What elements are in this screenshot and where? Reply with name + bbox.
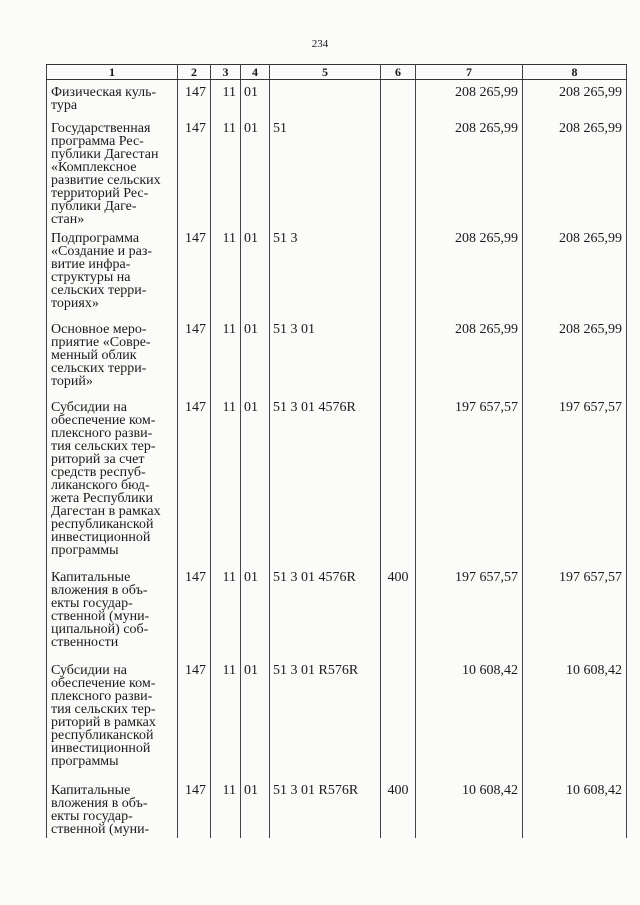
cell-col-7: 197 657,57 (416, 395, 523, 565)
row-name: Субсидии на обеспечение ком- плексного разви- тия сельских тер- риторий в рамках республиканской инвестиционной программы (47, 658, 178, 778)
cell-col-3: 11 (211, 317, 241, 395)
header-col-2: 2 (178, 65, 211, 80)
cell-col-6 (381, 658, 416, 778)
cell-col-6 (381, 317, 416, 395)
table-body (47, 80, 627, 838)
cell-col-4: 01 (241, 80, 270, 116)
cell-col-7: 10 608,42 (416, 658, 523, 778)
row-name: Государственная программа Рес- публики Дагестан «Комплексное развитие сельских территорий Рес- публики Даге- стан» (47, 116, 178, 226)
row-name: Основное меро- приятие «Совре- менный облик сельских терри- торий» (47, 317, 178, 395)
cell-col-3: 11 (211, 658, 241, 778)
row-name: Капитальные вложения в объ- екты государ- ственной (муни- ципальной) соб- ственности (47, 565, 178, 658)
cell-col-6 (381, 80, 416, 116)
cell-col-4: 01 (241, 778, 270, 838)
cell-col-7: 208 265,99 (416, 317, 523, 395)
cell-col-5: 51 3 01 R576R (270, 658, 381, 778)
header-col-3: 3 (211, 65, 241, 80)
cell-col-3: 11 (211, 565, 241, 658)
table-row (47, 565, 627, 658)
cell-col-2: 147 (178, 778, 211, 838)
cell-col-3: 11 (211, 80, 241, 116)
cell-col-8: 10 608,42 (523, 778, 627, 838)
cell-col-4: 01 (241, 565, 270, 658)
header-col-8: 8 (523, 65, 627, 80)
cell-col-4: 01 (241, 116, 270, 226)
cell-col-3: 11 (211, 395, 241, 565)
cell-col-2: 147 (178, 226, 211, 317)
table-row (47, 658, 627, 778)
cell-col-5: 51 3 (270, 226, 381, 317)
table-row (47, 778, 627, 838)
table-row (47, 80, 627, 116)
cell-col-7: 208 265,99 (416, 226, 523, 317)
cell-col-6 (381, 395, 416, 565)
budget-table (46, 64, 627, 838)
cell-col-5: 51 3 01 (270, 317, 381, 395)
cell-col-5: 51 3 01 4576R (270, 565, 381, 658)
header-col-6: 6 (381, 65, 416, 80)
cell-col-8: 10 608,42 (523, 658, 627, 778)
cell-col-2: 147 (178, 80, 211, 116)
cell-col-3: 11 (211, 116, 241, 226)
cell-col-6 (381, 226, 416, 317)
table-row (47, 395, 627, 565)
table-header-row (47, 65, 627, 80)
cell-col-8: 208 265,99 (523, 226, 627, 317)
row-name: Физическая куль- тура (47, 80, 178, 116)
cell-col-2: 147 (178, 565, 211, 658)
cell-col-6 (381, 116, 416, 226)
cell-col-5: 51 (270, 116, 381, 226)
cell-col-5 (270, 80, 381, 116)
cell-col-7: 208 265,99 (416, 80, 523, 116)
page-number: 234 (311, 38, 329, 50)
cell-col-3: 11 (211, 226, 241, 317)
table-row (47, 116, 627, 226)
cell-col-4: 01 (241, 226, 270, 317)
row-name: Подпрограмма «Создание и раз- витие инфра- структуры на сельских терри- ториях» (47, 226, 178, 317)
table-row (47, 226, 627, 317)
cell-col-4: 01 (241, 317, 270, 395)
cell-col-6: 400 (381, 778, 416, 838)
cell-col-2: 147 (178, 116, 211, 226)
cell-col-3: 11 (211, 778, 241, 838)
header-col-5: 5 (270, 65, 381, 80)
cell-col-8: 197 657,57 (523, 565, 627, 658)
cell-col-4: 01 (241, 395, 270, 565)
cell-col-7: 197 657,57 (416, 565, 523, 658)
cell-col-5: 51 3 01 R576R (270, 778, 381, 838)
cell-col-7: 10 608,42 (416, 778, 523, 838)
cell-col-4: 01 (241, 658, 270, 778)
cell-col-2: 147 (178, 317, 211, 395)
cell-col-8: 208 265,99 (523, 317, 627, 395)
table-row (47, 317, 627, 395)
cell-col-8: 208 265,99 (523, 80, 627, 116)
header-col-4: 4 (241, 65, 270, 80)
cell-col-5: 51 3 01 4576R (270, 395, 381, 565)
cell-col-2: 147 (178, 395, 211, 565)
cell-col-8: 208 265,99 (523, 116, 627, 226)
cell-col-2: 147 (178, 658, 211, 778)
header-col-1: 1 (47, 65, 178, 80)
cell-col-6: 400 (381, 565, 416, 658)
row-name: Субсидии на обеспечение ком- плексного разви- тия сельских тер- риторий за счет средств респуб- ликанского бюд- жета Республики Дагестан в рамках республиканской инвестиционной программы (47, 395, 178, 565)
header-col-7: 7 (416, 65, 523, 80)
cell-col-7: 208 265,99 (416, 116, 523, 226)
cell-col-8: 197 657,57 (523, 395, 627, 565)
row-name: Капитальные вложения в объ- екты государ- ственной (муни- (47, 778, 178, 838)
